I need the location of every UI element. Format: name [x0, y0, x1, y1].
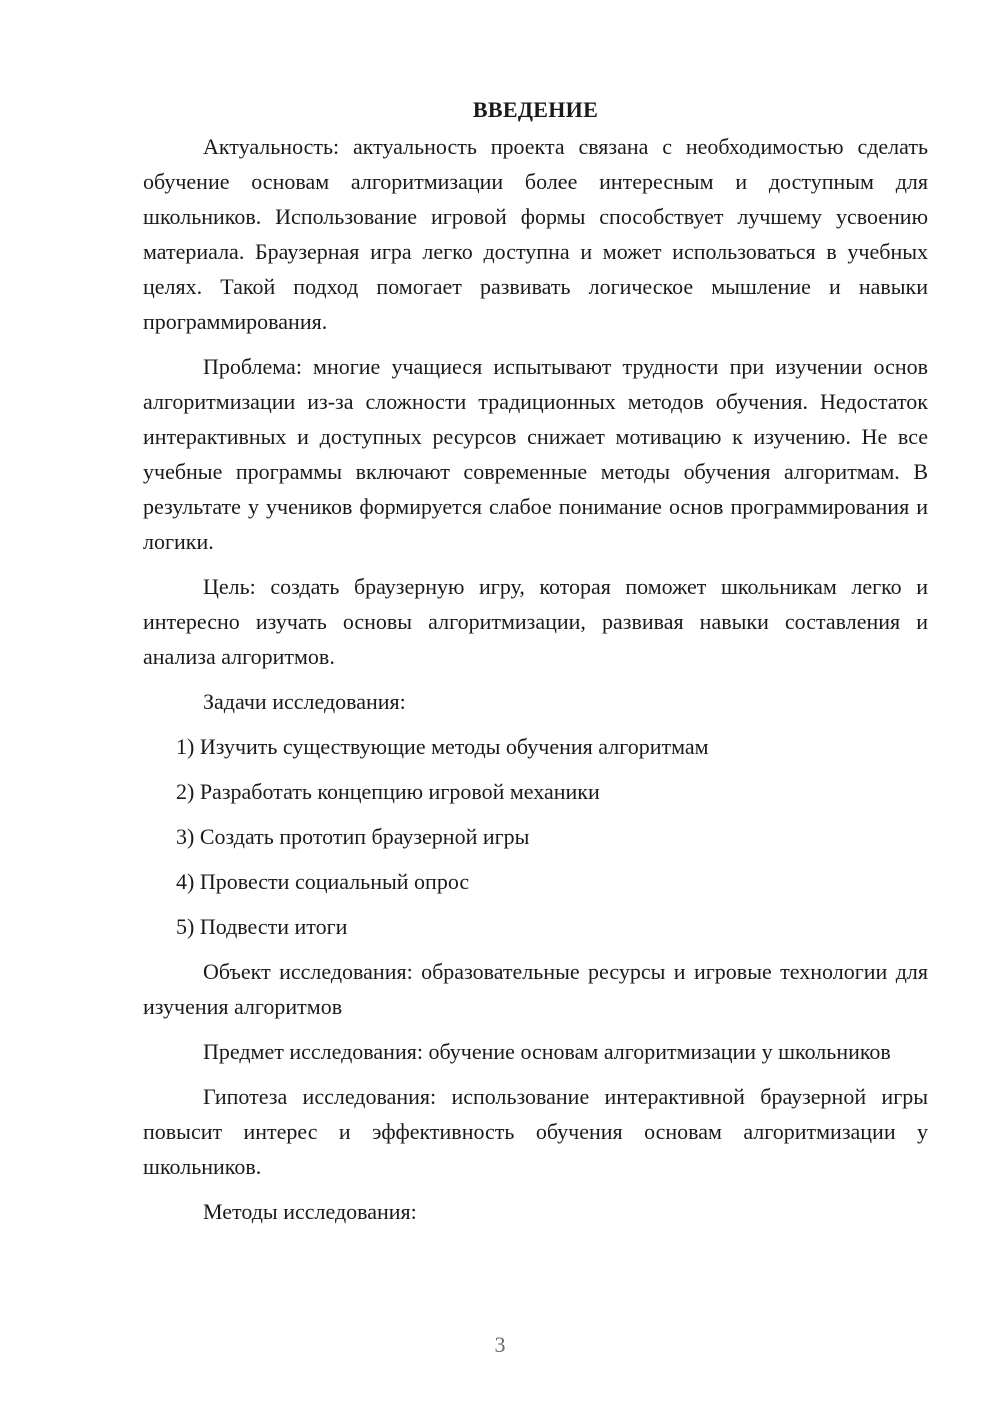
list-item: 1) Изучить существующие методы обучения алгоритмам: [176, 734, 709, 759]
page-number: 3: [494, 1332, 506, 1357]
list-item: 5) Подвести итоги: [176, 914, 348, 939]
document-page: [143, 92, 928, 1239]
relevance-paragraph: Актуальность: актуальность проекта связана с необходимостью сделать обучение основам алгоритмизации более интересным и доступным для школьников. Использование игровой формы способствует лучшему усвоению материала. Браузерная игра легко доступна и может использоваться в учебных целях. Такой подход помогает развивать логическое мышление и навыки программирования.: [143, 134, 928, 334]
goal-paragraph: Цель: создать браузерную игру, которая поможет школьникам легко и интересно изучать основы алгоритмизации, развивая навыки составления и анализа алгоритмов.: [143, 574, 928, 669]
object-paragraph: Объект исследования: образовательные ресурсы и игровые технологии для изучения алгоритмов: [143, 959, 928, 1019]
problem-paragraph: Проблема: многие учащиеся испытывают трудности при изучении основ алгоритмизации из-за сложности традиционных методов обучения. Недостаток интерактивных и доступных ресурсов снижает мотивацию к изучению. Не все учебные программы включают современные методы обучения алгоритмам. В результате у учеников формируется слабое понимание основ программирования и логики.: [143, 354, 928, 554]
hypothesis-paragraph: Гипотеза исследования: использование интерактивной браузерной игры повысит интерес и эффективность обучения основам алгоритмизации у школьников.: [143, 1084, 928, 1179]
tasks-list: [143, 729, 928, 944]
list-item: 4) Провести социальный опрос: [176, 869, 470, 894]
tasks-heading: Задачи исследования:: [203, 689, 406, 714]
list-item: 2) Разработать концепцию игровой механики: [176, 779, 600, 804]
section-title: ВВЕДЕНИЕ: [472, 97, 599, 122]
list-item: 3) Создать прототип браузерной игры: [176, 824, 530, 849]
methods-heading: Методы исследования:: [203, 1199, 417, 1224]
subject-paragraph: Предмет исследования: обучение основам алгоритмизации у школьников: [203, 1039, 891, 1064]
